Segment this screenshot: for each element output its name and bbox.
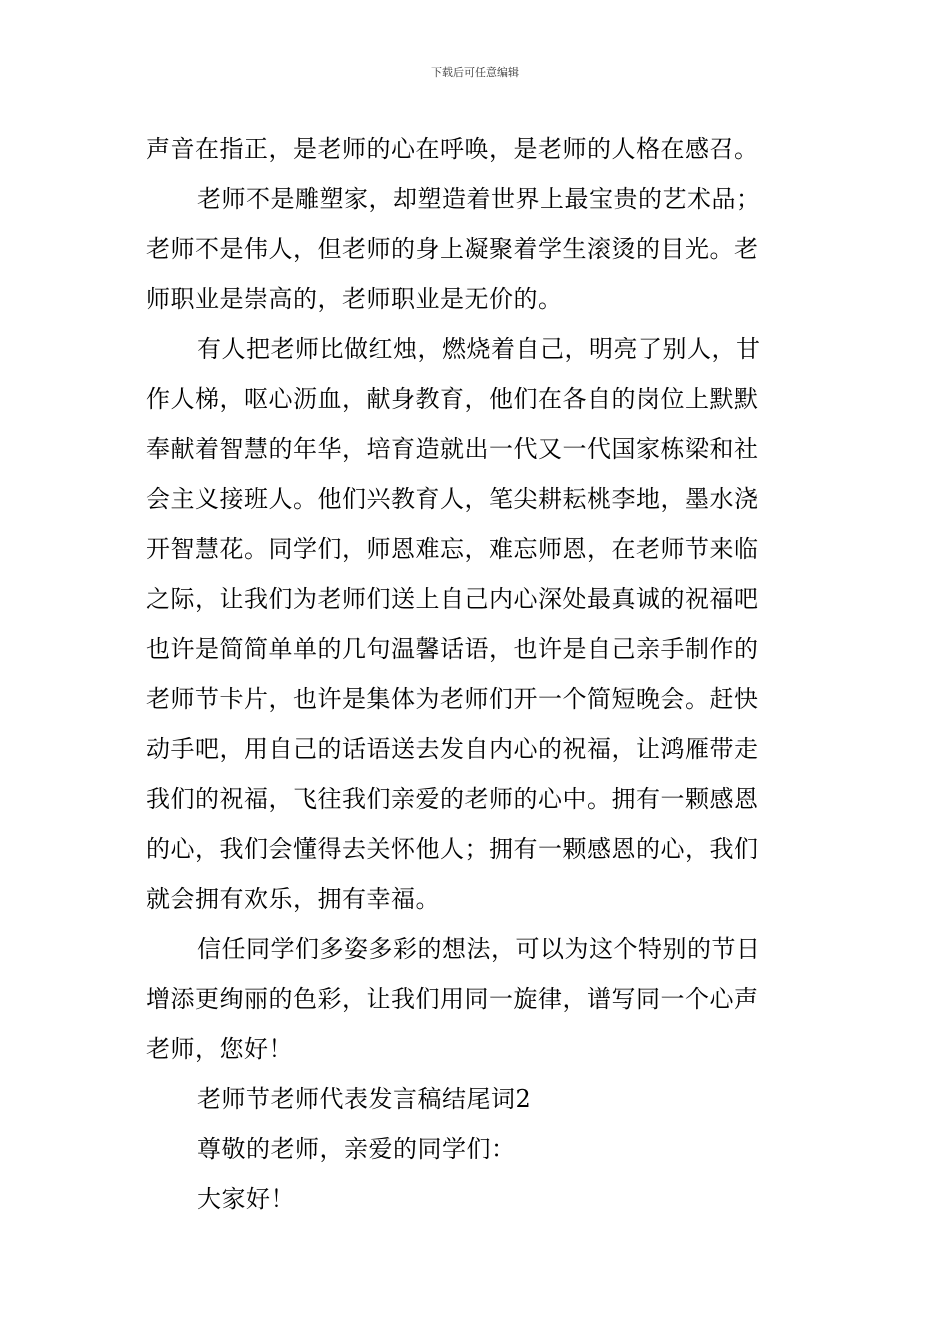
text-line: 会主义接班人。他们兴教育人，笔尖耕耘桃李地，墨水浇 (146, 485, 759, 513)
text-line: 老师，您好！ (146, 1035, 293, 1063)
text-line: 的心，我们会懂得去关怀他人；拥有一颗感恩的心，我们 (146, 835, 759, 863)
text-line: 动手吧，用自己的话语送去发自内心的祝福，让鸿雁带走 (146, 735, 759, 763)
text-line: 之际，让我们为老师们送上自己内心深处最真诚的祝福吧 (146, 585, 759, 613)
text-line: 我们的祝福，飞往我们亲爱的老师的心中。拥有一颗感恩 (146, 785, 759, 813)
text-line: 奉献着智慧的年华，培育造就出一代又一代国家栋梁和社 (146, 435, 759, 463)
text-line: 开智慧花。同学们，师恩难忘，难忘师恩，在老师节来临 (146, 535, 759, 563)
section-title: 老师节老师代表发言稿结尾词2 (197, 1085, 532, 1113)
document-body (146, 124, 806, 1224)
salutation: 尊敬的老师，亲爱的同学们： (197, 1135, 516, 1163)
paragraph-start-line: 信任同学们多姿多彩的想法，可以为这个特别的节日 (197, 935, 761, 963)
paragraph-start-line: 老师不是雕塑家，却塑造着世界上最宝贵的艺术品； (197, 185, 761, 213)
text-line: 师职业是崇高的，老师职业是无价的。 (146, 285, 563, 313)
text-line: 声音在指正，是老师的心在呼唤，是老师的人格在感召。 (146, 135, 759, 163)
page-header: 下载后可任意编辑 (431, 66, 519, 79)
text-line: 就会拥有欢乐，拥有幸福。 (146, 885, 440, 913)
text-line: 作人梯，呕心沥血，献身教育，他们在各自的岗位上默默 (146, 385, 759, 413)
paragraph-start-line: 有人把老师比做红烛，燃烧着自己，明亮了别人，甘 (197, 335, 761, 363)
text-line: 老师不是伟人，但老师的身上凝聚着学生滚烫的目光。老 (146, 235, 759, 263)
greeting: 大家好！ (197, 1185, 295, 1213)
text-line: 也许是简简单单的几句温馨话语，也许是自己亲手制作的 (146, 635, 759, 663)
text-line: 增添更绚丽的色彩，让我们用同一旋律，谱写同一个心声 (146, 985, 759, 1013)
text-line: 老师节卡片，也许是集体为老师们开一个简短晚会。赶快 (146, 685, 759, 713)
